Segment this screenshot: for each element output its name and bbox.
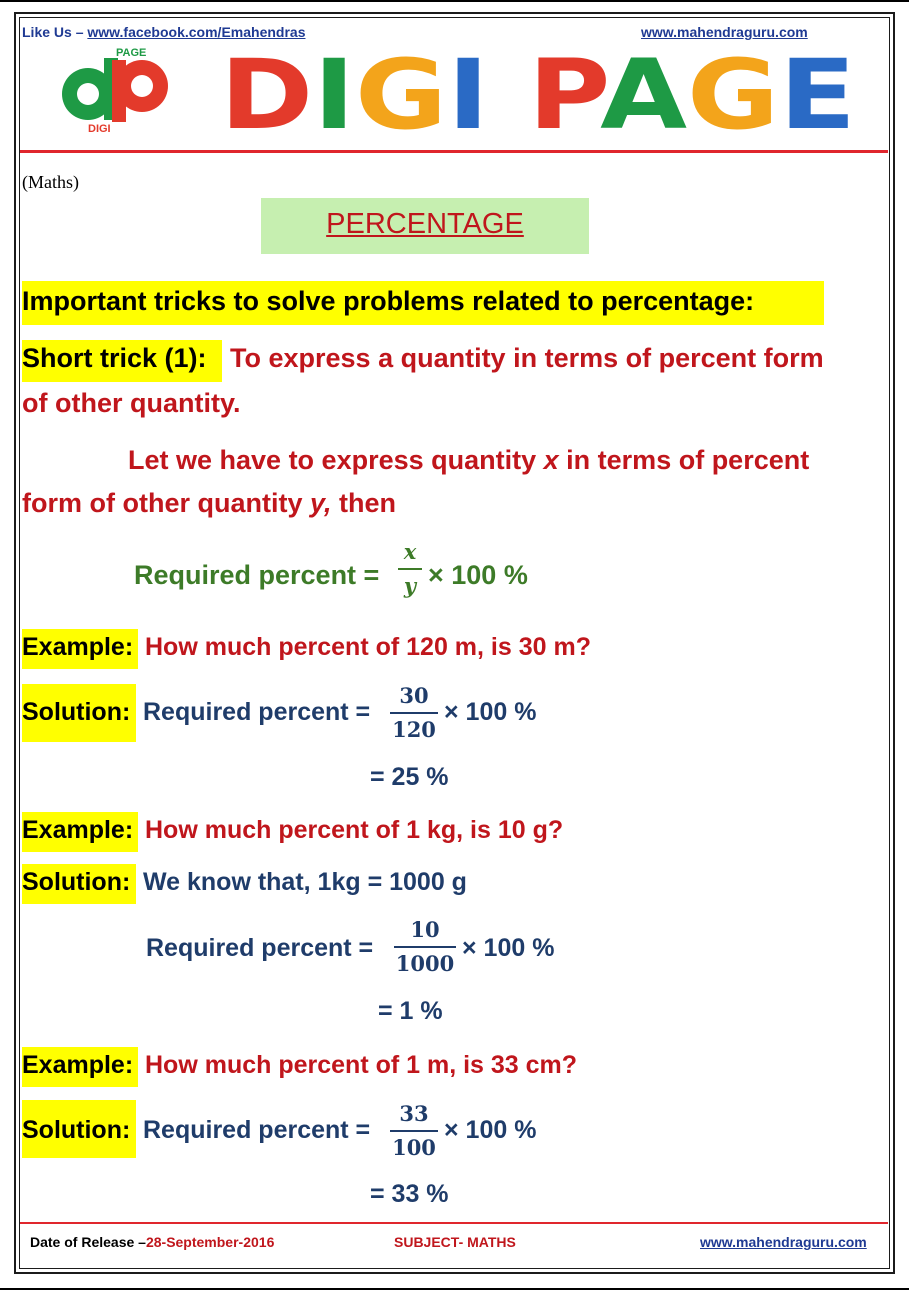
title-letter: I: [313, 46, 349, 138]
solution2-fraction: [394, 918, 456, 976]
title-letter: [489, 46, 528, 138]
explain-line2: [22, 488, 396, 519]
title-letter: G: [355, 46, 434, 138]
logo-digi-text: DIGI: [88, 123, 111, 134]
solution1-result: = 25 %: [370, 763, 449, 791]
release-label: Date of Release –: [30, 1234, 146, 1250]
example1-label: Example:: [22, 633, 134, 661]
trick-text-line2: of other quantity.: [22, 388, 241, 418]
solution3-numerator: 33: [399, 1101, 429, 1126]
solution2-bar: [394, 946, 456, 948]
explain-line1-a: Let we have to express quantity: [128, 445, 544, 475]
solution2-text: We know that, 1kg = 1000 g: [143, 868, 467, 896]
digi-page-logo: [50, 44, 180, 134]
formula-bar: [398, 568, 422, 570]
formula-tail: × 100 %: [428, 560, 528, 590]
title-letter: D: [220, 46, 300, 138]
header-divider: [20, 150, 888, 153]
solution2-denominator: 1000: [395, 951, 455, 976]
formula-numerator: x: [403, 539, 417, 564]
title-letter: P: [528, 46, 590, 138]
explain-line2-b: then: [331, 488, 396, 518]
solution2-numerator: 10: [410, 917, 440, 942]
intro-heading: Important tricks to solve problems related to percentage:: [22, 286, 755, 316]
footer-divider: [20, 1222, 888, 1224]
explain-line2-a: form of other quantity: [22, 488, 310, 518]
title-letter: I: [447, 46, 483, 138]
formula-fraction: [398, 540, 422, 598]
facebook-link[interactable]: www.facebook.com/Emahendras: [87, 24, 306, 40]
explain-line1-b: in terms of percent: [558, 445, 810, 475]
release-line: [30, 1234, 274, 1250]
solution2-line2-text: Required percent =: [146, 934, 374, 962]
explain-var-y: y,: [309, 488, 332, 518]
example2-label: Example:: [22, 816, 134, 844]
solution1-fraction: [390, 684, 438, 742]
like-us-line: [22, 24, 305, 40]
subject-tag: (Maths): [22, 172, 79, 192]
solution1-numerator: 30: [399, 683, 429, 708]
site-link-bottom[interactable]: www.mahendraguru.com: [700, 1234, 867, 1250]
formula-denominator: y: [403, 573, 417, 598]
solution1-label: Solution:: [22, 698, 131, 726]
solution3-text: Required percent =: [143, 1116, 371, 1144]
solution3-tail: × 100 %: [444, 1116, 537, 1144]
solution1-denominator: 120: [392, 717, 436, 742]
release-date: 28-September-2016: [145, 1234, 275, 1250]
logo-page-text: PAGE: [116, 47, 147, 59]
title-letter: G: [687, 46, 766, 138]
trick-label: Short trick (1):: [22, 343, 207, 373]
like-us-prefix: Like Us –: [22, 24, 88, 40]
solution1-bar: [390, 712, 438, 714]
footer-subject: SUBJECT- MATHS: [394, 1234, 516, 1250]
solution2-result: = 1 %: [378, 997, 443, 1025]
trick-text-line1: To express a quantity in terms of percent form: [230, 343, 824, 373]
solution3-denominator: 100: [392, 1135, 436, 1160]
example3-question: How much percent of 1 m, is 33 cm?: [145, 1051, 578, 1079]
bottom-border-line: [0, 1288, 909, 1290]
solution2-label: Solution:: [22, 868, 131, 896]
example1-question: How much percent of 120 m, is 30 m?: [145, 633, 591, 661]
solution1-tail: × 100 %: [444, 698, 537, 726]
solution2-tail: × 100 %: [462, 934, 555, 962]
formula-label: Required percent =: [134, 560, 380, 590]
solution3-fraction: [390, 1102, 438, 1160]
explain-line1: [128, 445, 809, 476]
example2-question: How much percent of 1 kg, is 10 g?: [145, 816, 564, 844]
solution3-label: Solution:: [22, 1116, 131, 1144]
top-border-line: [0, 0, 909, 2]
digi-page-title: [220, 46, 860, 138]
solution1-text: Required percent =: [143, 698, 371, 726]
title-text: [220, 46, 856, 138]
topic-title: PERCENTAGE: [326, 208, 524, 240]
explain-var-x: x: [543, 445, 559, 475]
site-link-top[interactable]: www.mahendraguru.com: [641, 24, 808, 40]
title-letter: A: [600, 46, 675, 138]
solution3-bar: [390, 1130, 438, 1132]
example3-label: Example:: [22, 1051, 134, 1079]
title-letter: E: [779, 46, 845, 138]
solution3-result: = 33 %: [370, 1180, 449, 1208]
